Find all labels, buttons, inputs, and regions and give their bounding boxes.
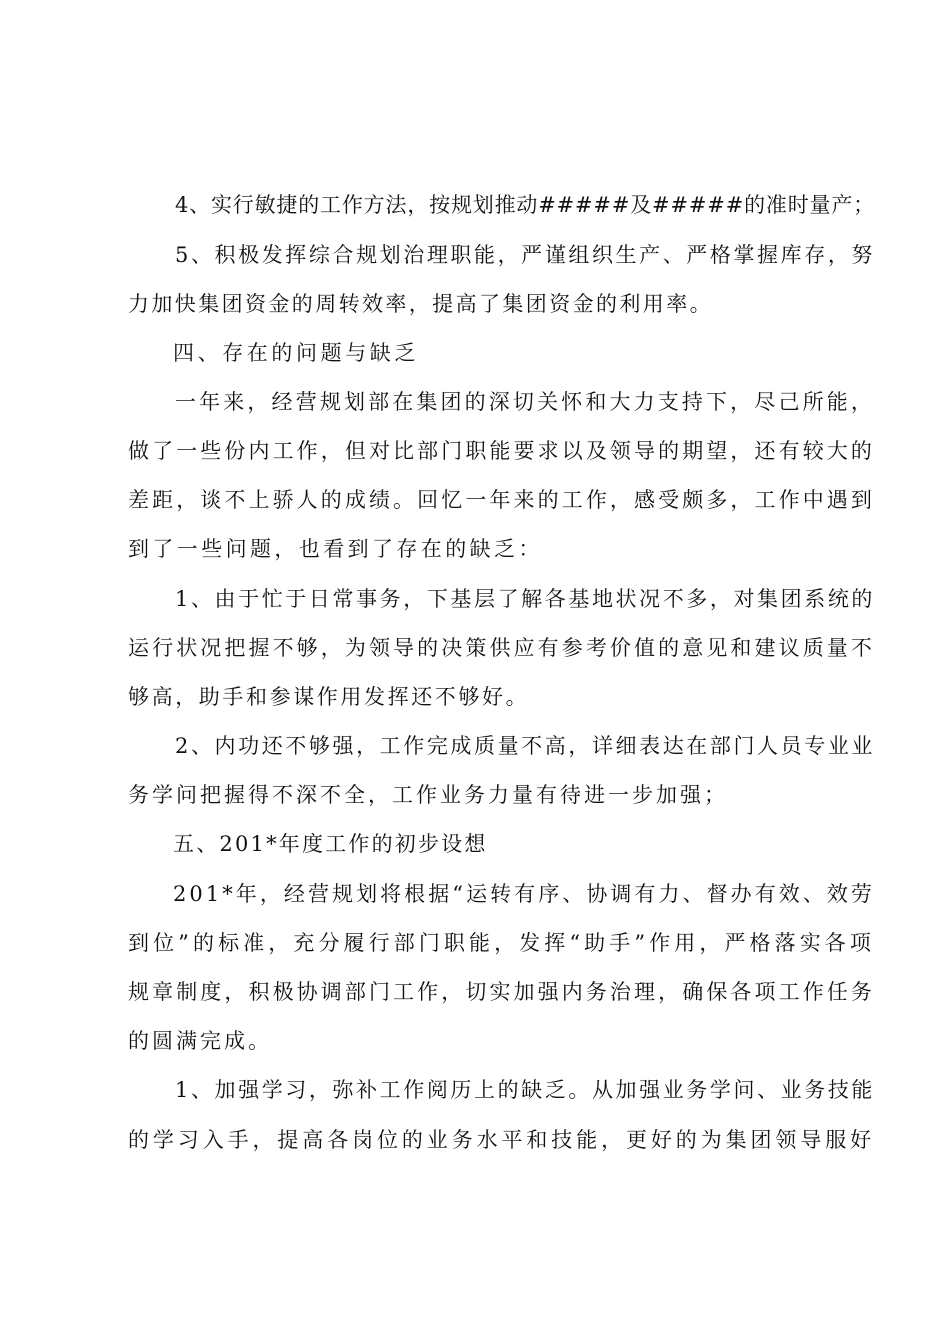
text-line-8: 到了一些问题，也看到了存在的缺乏： (128, 537, 543, 561)
text-line-12: 2、内功还不够强，工作完成质量不高，详细表达在部门人员专业业 (175, 734, 875, 758)
text-line-16: 到位”的标准，充分履行部门职能，发挥“助手”作用，严格落实各项 (128, 931, 875, 955)
text-line-3: 力加快集团资金的周转效率，提高了集团资金的利用率。 (128, 292, 713, 316)
text-line-9: 1、由于忙于日常事务，下基层了解各基地状况不多，对集团系统的 (175, 587, 875, 611)
section-heading-14: 五、201*年度工作的初步设想 (173, 832, 488, 856)
section-heading-4: 四、存在的问题与缺乏 (173, 341, 419, 365)
text-line-10: 运行状况把握不够，为领导的决策供应有参考价值的意见和建议质量不 (128, 636, 875, 660)
text-line-17: 规章制度，积极协调部门工作，切实加强内务治理，确保各项工作任务 (128, 980, 875, 1004)
text-line-6: 做了一些份内工作，但对比部门职能要求以及领导的期望，还有较大的 (128, 439, 875, 463)
text-line-7: 差距，谈不上骄人的成绩。回忆一年来的工作，感受颇多，工作中遇到 (128, 488, 875, 512)
text-line-19: 1、加强学习，弥补工作阅历上的缺乏。从加强业务学问、业务技能 (175, 1078, 875, 1102)
text-line-15: 201*年，经营规划将根据“运转有序、协调有力、督办有效、效劳 (173, 882, 875, 906)
text-line-5: 一年来，经营规划部在集团的深切关怀和大力支持下，尽己所能， (175, 390, 875, 414)
text-line-1: 4、实行敏捷的工作方法，按规划推动#####及#####的准时量产； (175, 193, 875, 217)
text-line-18: 的圆满完成。 (128, 1029, 272, 1053)
text-line-13: 务学问把握得不深不全，工作业务力量有待进一步加强； (128, 783, 728, 807)
text-line-20: 的学习入手，提高各岗位的业务水平和技能，更好的为集团领导服好 (128, 1128, 875, 1152)
text-line-2: 5、积极发挥综合规划治理职能，严谨组织生产、严格掌握库存，努 (175, 243, 875, 267)
text-line-11: 够高，助手和参谋作用发挥还不够好。 (128, 685, 530, 709)
